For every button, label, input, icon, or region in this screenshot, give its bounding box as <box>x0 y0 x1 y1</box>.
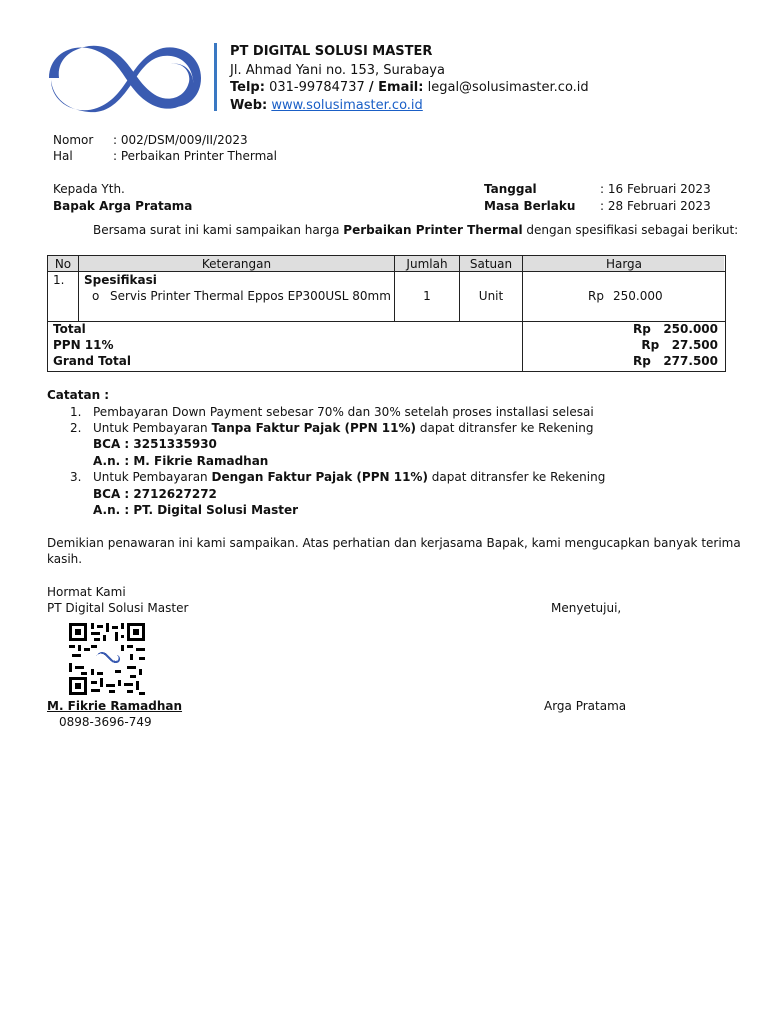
table-border <box>47 371 726 372</box>
note-number-2: 2. <box>70 421 82 435</box>
col-header-keterangan: Keterangan <box>201 257 272 271</box>
row-bullet: o <box>92 289 100 303</box>
hal-label: Hal <box>53 149 73 163</box>
note-item-2 <box>93 421 593 435</box>
kepada-label: Kepada Yth. <box>53 182 125 196</box>
hal-value: : Perbaikan Printer Thermal <box>113 149 277 163</box>
nomor-value: : 002/DSM/009/II/2023 <box>113 133 248 147</box>
grand-total-label: Grand Total <box>53 354 131 368</box>
intro-suffix: dengan spesifikasi sebagai berikut: <box>522 223 739 237</box>
note-item-3 <box>93 470 605 484</box>
tanggal-label: Tanggal <box>484 182 537 196</box>
company-email: legal@solusimaster.co.id <box>427 80 589 95</box>
menyetujui-label: Menyetujui, <box>551 601 622 615</box>
ppn-label: PPN 11% <box>53 338 114 352</box>
company-logo <box>45 40 205 118</box>
header-divider <box>214 43 217 111</box>
closing-line-2: kasih. <box>47 552 83 566</box>
notes-title: Catatan : <box>47 388 110 402</box>
sender-company: PT Digital Solusi Master <box>47 601 189 615</box>
note-2-bank: BCA : 3251335930 <box>93 437 217 451</box>
company-phone: 031-99784737 <box>269 80 365 95</box>
note-3-prefix: Untuk Pembayaran <box>93 470 212 484</box>
note-number-3: 3. <box>70 470 82 484</box>
table-border <box>47 255 726 256</box>
row-title: Spesifikasi <box>84 273 157 287</box>
note-2-bold: Tanpa Faktur Pajak (PPN 11%) <box>211 421 417 435</box>
nomor-label: Nomor <box>53 133 94 147</box>
company-address: Jl. Ahmad Yani no. 153, Surabaya <box>230 63 445 78</box>
note-3-suffix: dapat ditransfer ke Rekening <box>427 470 606 484</box>
company-contact <box>230 80 589 95</box>
note-2-account-name: A.n. : M. Fikrie Ramadhan <box>93 454 269 468</box>
table-border <box>47 271 726 272</box>
company-name: PT DIGITAL SOLUSI MASTER <box>230 44 433 59</box>
row-harga: 250.000 <box>613 289 663 303</box>
intro-prefix: Bersama surat ini kami sampaikan harga <box>93 223 344 237</box>
table-border <box>725 255 726 372</box>
col-header-no: No <box>54 257 72 271</box>
note-item-1: Pembayaran Down Payment sebesar 70% dan 30% setelah proses installasi selesai <box>93 405 594 419</box>
company-web <box>230 98 423 113</box>
hormat-kami: Hormat Kami <box>47 585 126 599</box>
intro-paragraph <box>93 223 738 237</box>
ppn-value: Rp 27.500 <box>641 338 718 352</box>
phone-label: Telp: <box>230 80 265 95</box>
table-border <box>522 255 523 372</box>
signer-name: M. Fikrie Ramadhan <box>47 699 183 713</box>
col-header-jumlah: Jumlah <box>406 257 448 271</box>
row-no: 1. <box>53 273 65 287</box>
website-link[interactable]: www.solusimaster.co.id <box>271 98 423 113</box>
signer-phone: 0898-3696-749 <box>59 715 152 729</box>
row-currency: Rp <box>588 289 604 303</box>
web-label: Web: <box>230 98 268 113</box>
email-label: / Email: <box>368 80 424 95</box>
total-label: Total <box>53 322 86 336</box>
note-3-bold: Dengan Faktur Pajak (PPN 11%) <box>211 470 428 484</box>
note-2-prefix: Untuk Pembayaran <box>93 421 212 435</box>
table-border <box>47 255 48 372</box>
row-jumlah: 1 <box>423 289 431 303</box>
recipient-name: Bapak Arga Pratama <box>53 199 193 213</box>
row-satuan: Unit <box>478 289 504 303</box>
note-2-suffix: dapat ditransfer ke Rekening <box>416 421 594 435</box>
approver-name: Arga Pratama <box>544 699 627 713</box>
note-3-bank: BCA : 2712627272 <box>93 487 217 501</box>
note-3-account-name: A.n. : PT. Digital Solusi Master <box>93 503 299 517</box>
masa-label: Masa Berlaku <box>484 199 576 213</box>
masa-value: : 28 Februari 2023 <box>600 199 711 213</box>
note-number-1: 1. <box>70 405 82 419</box>
total-value: Rp 250.000 <box>632 322 718 336</box>
col-header-satuan: Satuan <box>469 257 513 271</box>
qr-code-image <box>69 623 145 695</box>
closing-line-1: Demikian penawaran ini kami sampaikan. Atas perhatian dan kerjasama Bapak, kami mengucapkan banyak terima <box>47 536 741 550</box>
tanggal-value: : 16 Februari 2023 <box>600 182 711 196</box>
col-header-harga: Harga <box>605 257 643 271</box>
row-item: Servis Printer Thermal Eppos EP300USL 80mm <box>110 289 391 303</box>
intro-subject: Perbaikan Printer Thermal <box>343 223 523 237</box>
grand-total-value: Rp 277.500 <box>632 354 718 368</box>
